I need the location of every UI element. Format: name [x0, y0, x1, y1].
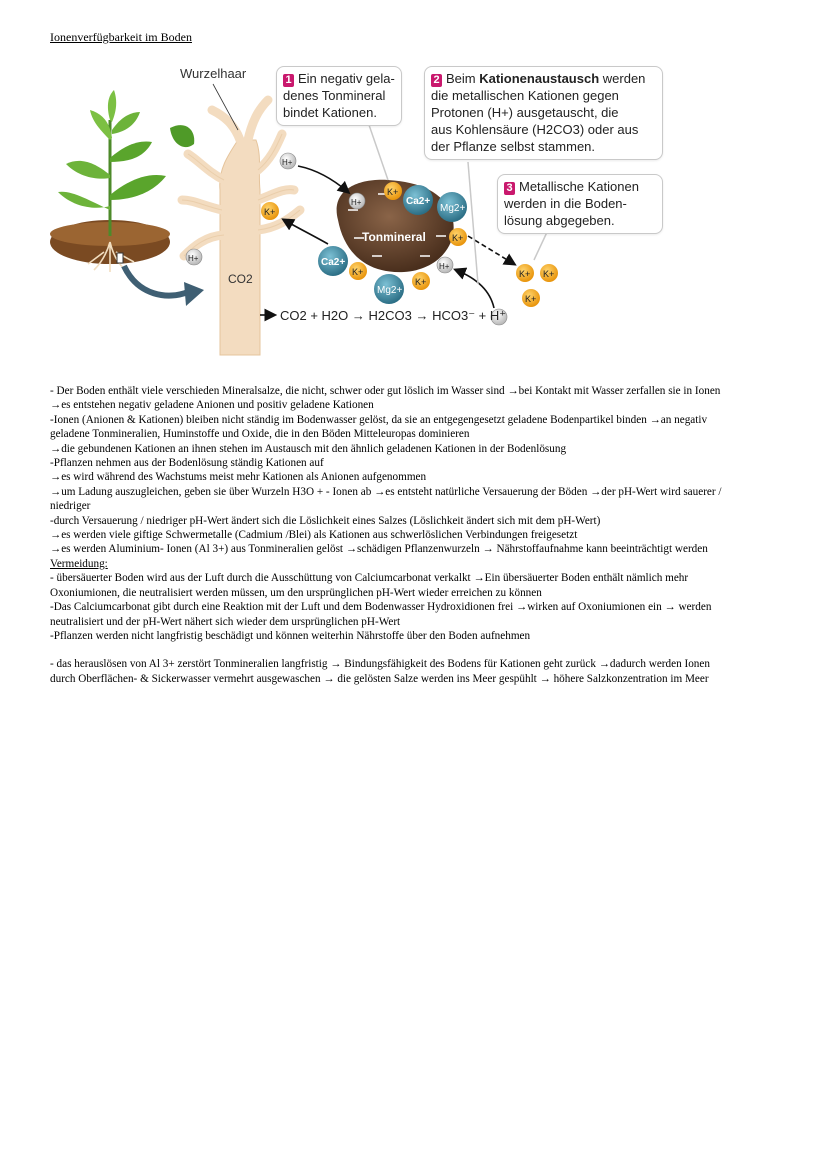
callout-2-pointer	[468, 162, 478, 284]
vermeidung-heading: Vermeidung:	[50, 557, 108, 570]
callout-2-line-3: Protonen (H+) ausgetauscht, die	[431, 105, 619, 120]
callout-3-line-3: lösung abgegeben.	[504, 213, 615, 228]
ion-h-root-2	[186, 249, 202, 265]
co2-label: CO2	[228, 272, 253, 286]
svg-text:K+: K+	[543, 269, 555, 279]
paragraph-8: →es werden viele giftige Schwermetalle (Cadmium /Blei) als Kationen aus schwerlöslichen Verbindungen freigesetzt	[50, 529, 578, 542]
body-text	[50, 384, 730, 686]
svg-text:Mg2+: Mg2+	[440, 203, 466, 214]
vermeidung-paragraph-1: - übersäuerter Boden wird aus der Luft durch die Ausschüttung von Calciumcarbonat verkalkt →Ein übersäuerter Boden enthält nämlich mehr Oxoniumionen, die neutralisiert werden müssen, um den ursprünglichen pH-Wert wieder erreichen zu können	[50, 572, 689, 599]
ion-k-solution-2	[540, 264, 558, 282]
arrow-k-to-root	[284, 220, 328, 244]
paragraph-spacer	[50, 643, 730, 657]
callout-2	[424, 66, 663, 160]
ion-k-3	[412, 272, 430, 290]
paragraph-3: →die gebundenen Kationen an ihnen stehen im Austausch mit den ähnlich geladenen Kationen in der Bodenlösung	[50, 442, 567, 455]
ion-mg-2	[374, 274, 404, 304]
callout-2-number: 2	[431, 74, 442, 87]
callout-3-line-1: Metallische Kationen	[519, 179, 639, 194]
paragraph-4: -Pflanzen nehmen aus der Bodenlösung ständig Kationen auf	[50, 457, 324, 470]
callout-1	[276, 66, 402, 126]
paragraph-9: →es werden Aluminium- Ionen (Al 3+) aus Tonmineralien gelöst →schädigen Pflanzenwurzeln → Nährstoffaufnahme kann beeinträchtigt werden	[50, 543, 708, 556]
ion-mg-1	[437, 192, 467, 222]
ion-k-solution-3	[522, 289, 540, 307]
svg-text:K+: K+	[519, 269, 531, 279]
ion-exchange-figure	[48, 60, 668, 360]
svg-text:K+: K+	[352, 267, 364, 277]
callout-2-line-4: aus Kohlensäure (H2CO3) oder aus	[431, 122, 639, 137]
svg-text:K+: K+	[264, 207, 276, 217]
callout-1-line-1: Ein negativ gela-	[298, 71, 395, 86]
svg-text:K+: K+	[387, 187, 399, 197]
wurzelhaar-label: Wurzelhaar	[180, 66, 247, 81]
ion-h-1	[349, 193, 365, 209]
vermeidung-paragraph-2: -Das Calciumcarbonat gibt durch eine Reaktion mit der Luft und dem Bodenwasser Hydroxidionen frei →wirken auf Oxoniumionen ein → werden neutralisiert und der pH-Wert nähert sich wieder dem ursprünglichen pH-Wert	[50, 601, 712, 628]
callout-1-line-2: denes Tonmineral	[283, 88, 386, 103]
ion-h-root-1	[280, 153, 296, 169]
closing-paragraph: - das herauslösen von Al 3+ zerstört Tonmineralien langfristig → Bindungsfähigkeit des Bodens für Kationen geht zurück →dadurch werden Ionen durch Oberflächen- & Sickerwasser vermehrt ausgewaschen → die gelösten Salze werden ins Meer gespühlt → höhere Salzkonzentration im Meer	[50, 658, 710, 685]
ion-k-2	[449, 228, 467, 246]
callout-1-number: 1	[283, 74, 294, 87]
callout-2-line-5: der Pflanze selbst stammen.	[431, 139, 596, 154]
ion-k-solution-1	[516, 264, 534, 282]
ion-k-1	[384, 182, 402, 200]
svg-text:H+: H+	[188, 254, 199, 263]
ion-k-root	[261, 202, 279, 220]
svg-text:H+: H+	[439, 262, 450, 271]
callout-1-pointer	[368, 122, 388, 180]
svg-text:K+: K+	[525, 294, 537, 304]
paragraph-1: - Der Boden enthält viele verschieden Mineralsalze, die nicht, schwer oder gut löslich im Wasser sind →bei Kontakt mit Wasser zerfallen sie in Ionen →es entstehen negativ geladene Anionen und positiv geladene Kationen	[50, 385, 721, 412]
callout-1-line-3: bindet Kationen.	[283, 105, 377, 120]
paragraph-5: →es wird während des Wachstums meist mehr Kationen als Anionen aufgenommen	[50, 471, 427, 484]
svg-text:K+: K+	[415, 277, 427, 287]
ion-ca-1	[403, 185, 433, 215]
document-title: Ionenverfügbarkeit im Boden	[50, 30, 192, 44]
arrow-h-to-clay	[298, 166, 348, 192]
svg-text:H+: H+	[351, 198, 362, 207]
tonmineral-label: Tonmineral	[362, 230, 426, 244]
chemical-equation: CO2 + H2O → H2CO3 → HCO3⁻ + H⁺	[280, 308, 507, 323]
vermeidung-paragraph-3: -Pflanzen werden nicht langfristig beschädigt und können weiterhin Nährstoffe über den Boden aufnehmen	[50, 629, 531, 642]
svg-text:Ca2+: Ca2+	[406, 196, 431, 207]
callout-3-pointer	[534, 230, 548, 260]
arrow-h-from-acid	[456, 270, 494, 308]
svg-text:H+: H+	[282, 158, 293, 167]
paragraph-6: →um Ladung auszugleichen, geben sie über Wurzeln H3O + - Ionen ab →es entsteht natürliche Versauerung der Böden →der pH-Wert wird sauerer / niedriger	[50, 485, 722, 513]
paragraph-2: -Ionen (Anionen & Kationen) bleiben nicht ständig im Bodenwasser gelöst, da sie an entgegengesetzt geladene Bodenpartikel binden →an negativ geladene Tonmineralien, Huminstoffe und Oxide, die in den Böden Mitteleuropas dominieren	[50, 413, 708, 441]
paragraph-7: -durch Versauerung / niedriger pH-Wert ändert sich die Löslichkeit eines Salzes (Löslichkeit ändert sich mit dem pH-Wert)	[50, 514, 601, 527]
svg-text:K+: K+	[452, 233, 464, 243]
svg-text:Ca2+: Ca2+	[321, 257, 346, 268]
callout-2-line-1: Beim Kationenaustausch werden	[446, 71, 646, 86]
callout-3-number: 3	[504, 182, 515, 195]
svg-text:Mg2+: Mg2+	[377, 285, 403, 296]
ion-k-4	[349, 262, 367, 280]
callout-3	[497, 174, 663, 234]
callout-2-line-2: die metallischen Kationen gegen	[431, 88, 619, 103]
callout-3-line-2: werden in die Boden-	[504, 196, 627, 211]
ion-h-2	[437, 257, 453, 273]
ion-ca-2	[318, 246, 348, 276]
